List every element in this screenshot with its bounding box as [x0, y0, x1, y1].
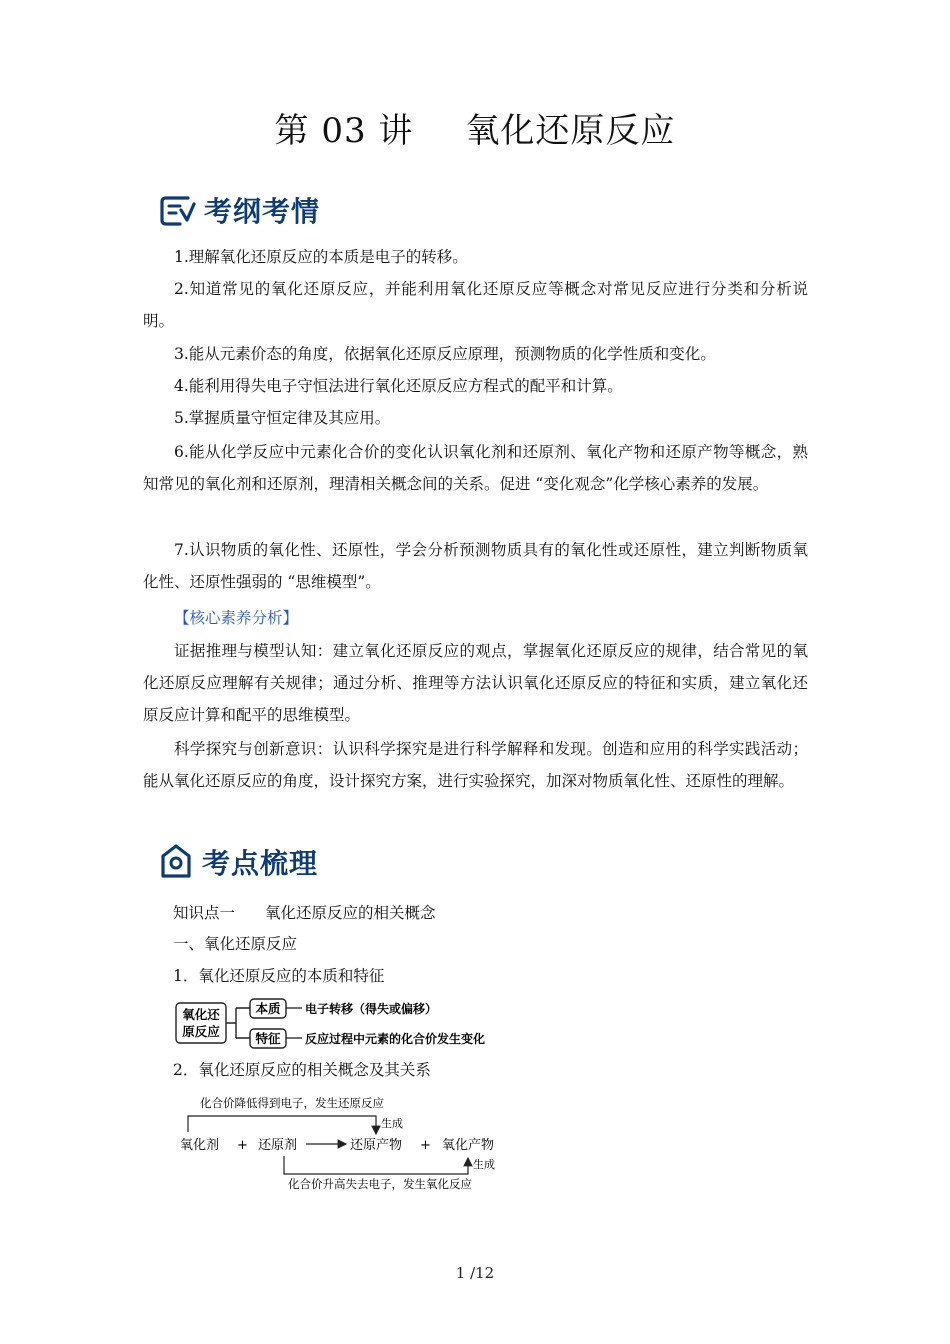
- outline-item-6: 6.能从化学反应中元素化合价的变化认识氧化剂和还原剂、氧化产物和还原产物等概念，熟知常见的氧化剂和还原剂，理清相关概念间的关系。促进 “变化观念”化学核心素养的发展。: [143, 443, 808, 493]
- essence-label: 本质: [255, 1001, 281, 1016]
- outline-item-1: 1.理解氧化还原反应的本质是电子的转移。: [174, 248, 468, 266]
- generate-label-2: 生成: [473, 1158, 495, 1171]
- knowledge-point-number: 知识点一: [173, 904, 236, 922]
- item-title-1: 1．氧化还原反应的本质和特征: [173, 967, 385, 985]
- outline-item-2: 2.知道常见的氧化还原反应，并能利用氧化还原反应等概念对常见反应进行分类和分析说明。: [143, 280, 808, 330]
- feature-description: 反应过程中元素的化合价发生变化: [305, 1032, 486, 1046]
- subsection-title: 一、氧化还原反应: [173, 935, 298, 953]
- location-pin-icon: [158, 842, 194, 882]
- section-title: 考纲考情: [204, 195, 321, 228]
- lecture-number: 第 03 讲: [274, 111, 414, 151]
- knowledge-point-line: [173, 897, 436, 929]
- section-title: 考点梳理: [202, 847, 319, 880]
- root-label-line2: 原反应: [182, 1024, 220, 1039]
- core-label: 【核心素养分析】: [174, 609, 299, 627]
- outline-item-4: 4.能利用得失电子守恒法进行氧化还原反应方程式的配平和计算。: [174, 377, 623, 395]
- oxidant-label: 氧化剂: [180, 1138, 220, 1153]
- page-title: [0, 103, 950, 152]
- oxidation-path-line: [284, 1156, 468, 1174]
- item-title-2: 2．氧化还原反应的相关概念及其关系: [173, 1061, 431, 1079]
- oxidation-product-label: 氧化产物: [442, 1138, 495, 1153]
- generate-label-1: 生成: [381, 1117, 403, 1130]
- knowledge-point-title: 氧化还原反应的相关概念: [265, 904, 436, 922]
- outline-item-7: 7.认识物质的氧化性、还原性，学会分析预测物质具有的氧化性或还原性，建立判断物质氧化性、还原性强弱的 “思维模型”。: [143, 541, 808, 591]
- lecture-topic: 氧化还原反应: [465, 111, 676, 151]
- outline-item-5: 5.掌握质量守恒定律及其应用。: [174, 409, 391, 427]
- reduction-product-label: 还原产物: [350, 1138, 403, 1153]
- oxidation-path-label: 化合价升高失去电子，发生氧化反应: [288, 1177, 472, 1191]
- feature-label: 特征: [255, 1031, 281, 1046]
- branch-connector: [226, 1008, 250, 1038]
- plus-sign-2: +: [420, 1138, 431, 1153]
- essence-feature-diagram: [170, 995, 510, 1055]
- root-label-line1: 氧化还: [182, 1007, 220, 1022]
- reduction-path-line: [188, 1116, 376, 1134]
- outline-item-3: 3.能从元素价态的角度，依据氧化还原反应原理，预测物质的化学性质和变化。: [174, 345, 716, 363]
- page-number: 1 /12: [455, 1264, 495, 1282]
- essence-description: 电子转移（得失或偏移）: [305, 1002, 438, 1016]
- concept-relationship-diagram: [170, 1090, 510, 1200]
- document-list-icon: [158, 192, 196, 228]
- core-paragraph-2: 科学探究与创新意识：认识科学探究是进行科学解释和发现。创造和应用的科学实践活动；能从氧化还原反应的角度，设计探究方案，进行实验探究，加深对物质氧化性、还原性的理解。: [143, 740, 808, 790]
- reductant-label: 还原剂: [258, 1138, 298, 1153]
- section-heading-outline: [158, 190, 320, 230]
- section-heading-points: [158, 842, 318, 882]
- plus-sign-1: +: [237, 1138, 248, 1153]
- reduction-path-label: 化合价降低得到电子，发生还原反应: [200, 1096, 384, 1110]
- core-paragraph-1: 证据推理与模型认知：建立氧化还原反应的观点，掌握氧化还原反应的规律，结合常见的氧化还原反应理解有关规律；通过分析、推理等方法认识氧化还原反应的特征和实质，建立氧化还原反应计算和配平的思维模型。: [143, 642, 808, 724]
